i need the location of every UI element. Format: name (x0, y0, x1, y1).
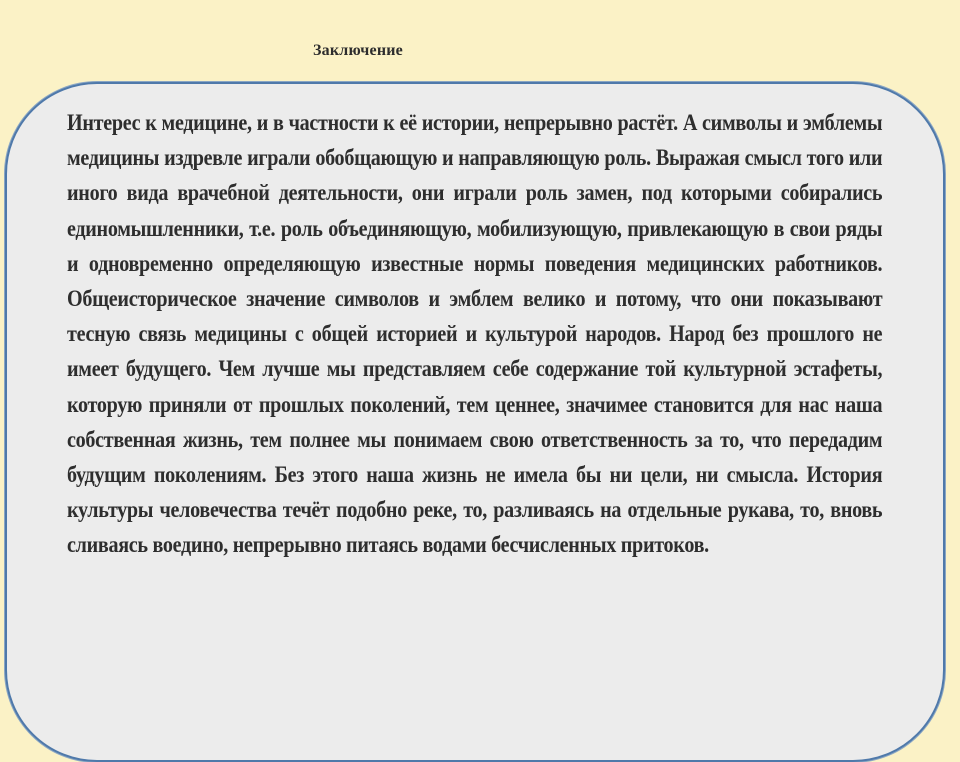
slide-title: Заключение (313, 42, 403, 59)
body-text: Интерес к медицине, и в частности к её истории, непрерывно растёт. А символы и эмблемы медицины издревле играли обобщающую и направляющую роль. Выражая смысл того или иного вида врачебной деятельности, они играли роль замен, под которыми собирались единомышленники, т.е. роль объединяющую, мобилизующую, привлекающую в свои ряды и одновременно определяющую известные нормы поведения медицинских работников. Общеисторическое значение символов и эмблем велико и потому, что они показывают тесную связь медицины с общей историей и культурой народов. Народ без прошлого не имеет будущего. Чем лучше мы представляем себе содержание той культурной эстафеты, которую приняли от прошлых поколений, тем ценнее, значимее становится для нас наша собственная жизнь, тем полнее мы понимаем свою ответственность за то, что передадим будущим поколениям. Без этого наша жизнь не имела бы ни цели, ни смысла. История культуры человечества течёт подобно реке, то, разливаясь на отдельные рукава, то, вновь сливаясь воедино, непрерывно питаясь водами бесчисленных притоков. (67, 110, 883, 559)
